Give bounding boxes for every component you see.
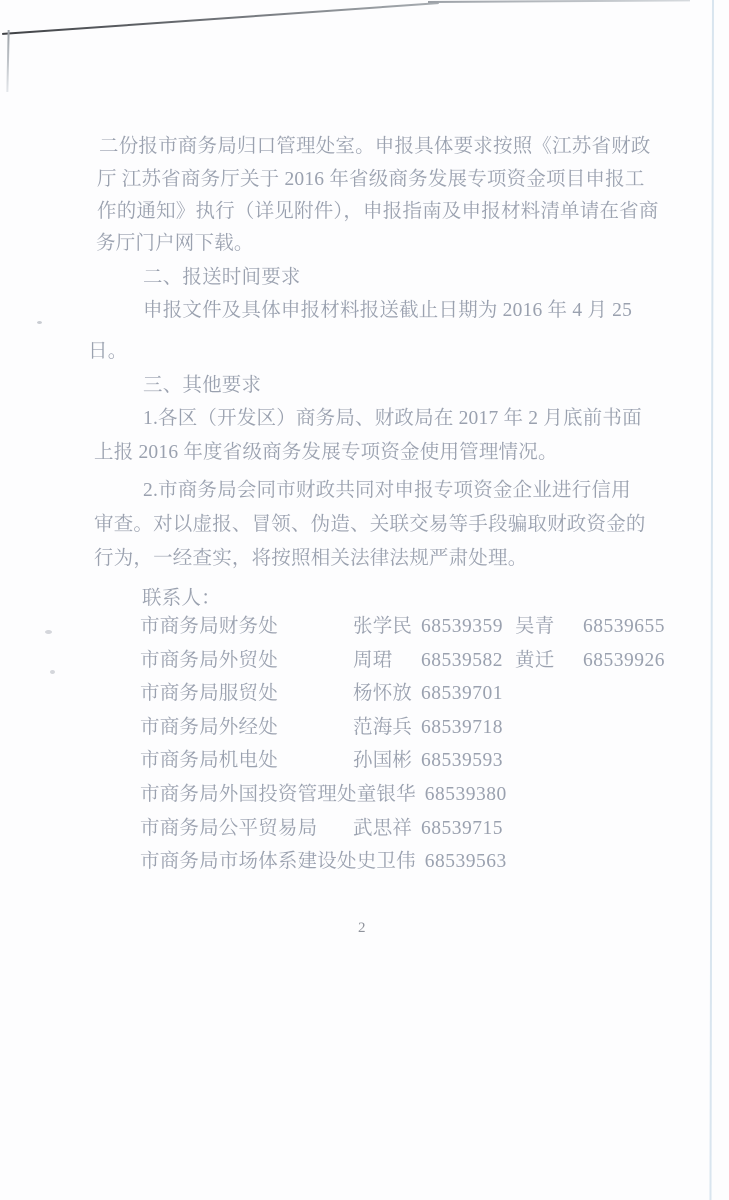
contact-people [357,778,519,806]
contact-people [353,744,515,772]
contact-row [140,778,680,812]
scan-right-edge-line [709,0,714,1200]
contact-phone: 68539563 [424,851,507,873]
contact-name: 吴青 [515,616,555,637]
body-line: 申报文件及具体申报材料报送截止日期为 2016 年 4 月 25 [143,300,633,321]
contact-people [357,845,519,873]
contact-people [353,644,677,672]
section-heading: 二、报送时间要求 [143,267,301,288]
contact-name: 孙国彬 [353,750,413,772]
contact-row [140,610,680,644]
body-line: 厅 江苏省商务厅关于 2016 年省级商务发展专项资金项目申报工 [97,169,645,190]
contact-name: 童银华 [356,783,416,805]
contact-phone: 68539655 [583,616,665,637]
scan-top-edge-line [2,2,439,35]
contact-name: 史卫伟 [356,851,416,873]
contact-row [140,812,680,846]
body-line: 1.各区（开发区）商务局、财政局在 2017 年 2 月底前书面 [143,408,642,429]
contact-name: 张学民 [353,616,413,637]
body-line: 日。 [88,341,128,362]
page-number: 2 [358,920,366,936]
contact-people [353,812,515,840]
contact-people [353,677,515,705]
contact-phone: 68539359 [421,616,503,637]
contact-people [353,711,515,739]
contact-people [353,610,677,638]
contact-department: 市商务局公平贸易局 [140,817,318,839]
contact-department: 市商务局外国投资管理处 [140,783,357,805]
contact-department: 市商务局机电处 [140,750,278,772]
scan-top-edge-line-faint [428,0,690,2]
scan-noise-speck [50,670,55,674]
body-line: 行为，一经查实，将按照相关法律法规严肃处理。 [94,548,528,569]
contact-name: 周珺 [353,649,393,671]
contact-name: 武思祥 [353,817,413,839]
contact-department: 市商务局外经处 [140,716,278,738]
contact-row [140,744,680,778]
contact-phone: 68539582 [421,649,503,671]
section-heading: 三、其他要求 [143,375,262,396]
contact-row [140,845,680,879]
contact-phone: 68539380 [424,783,507,805]
contact-phone: 68539701 [421,683,503,705]
scan-left-edge-line [6,30,9,92]
contact-name: 杨怀放 [353,683,413,705]
contact-department: 市商务局外贸处 [140,649,278,671]
scan-noise-speck [37,321,42,324]
contact-department: 市商务局市场体系建设处 [140,851,357,873]
body-line: 务厅门户网下载。 [96,233,254,254]
contact-phone: 68539715 [421,817,503,839]
contact-name: 黄迁 [515,649,555,671]
contact-phone: 68539593 [421,750,503,772]
body-line: 审查。对以虚报、冒领、伪造、关联交易等手段骗取财政资金的 [94,514,646,535]
body-line: 作的通知》执行（详见附件），申报指南及申报材料清单请在省商 [97,201,659,222]
contact-department: 市商务局服贸处 [140,683,278,705]
body-line: 2.市商务局会同市财政共同对申报专项资金企业进行信用 [143,480,631,501]
body-line: 二份报市商务局归口管理处室。申报具体要求按照《江苏省财政 [99,136,651,157]
contact-list [140,610,680,879]
contact-name: 范海兵 [353,716,413,738]
contacts-label: 联系人： [142,588,221,609]
scan-noise-speck [45,630,52,634]
body-line: 上报 2016 年度省级商务发展专项资金使用管理情况。 [94,442,558,463]
contact-row [140,677,680,711]
contact-department: 市商务局财务处 [140,616,278,637]
contact-phone: 68539926 [583,649,665,671]
contact-row [140,644,680,678]
contact-row [140,711,680,745]
contact-phone: 68539718 [421,716,503,738]
